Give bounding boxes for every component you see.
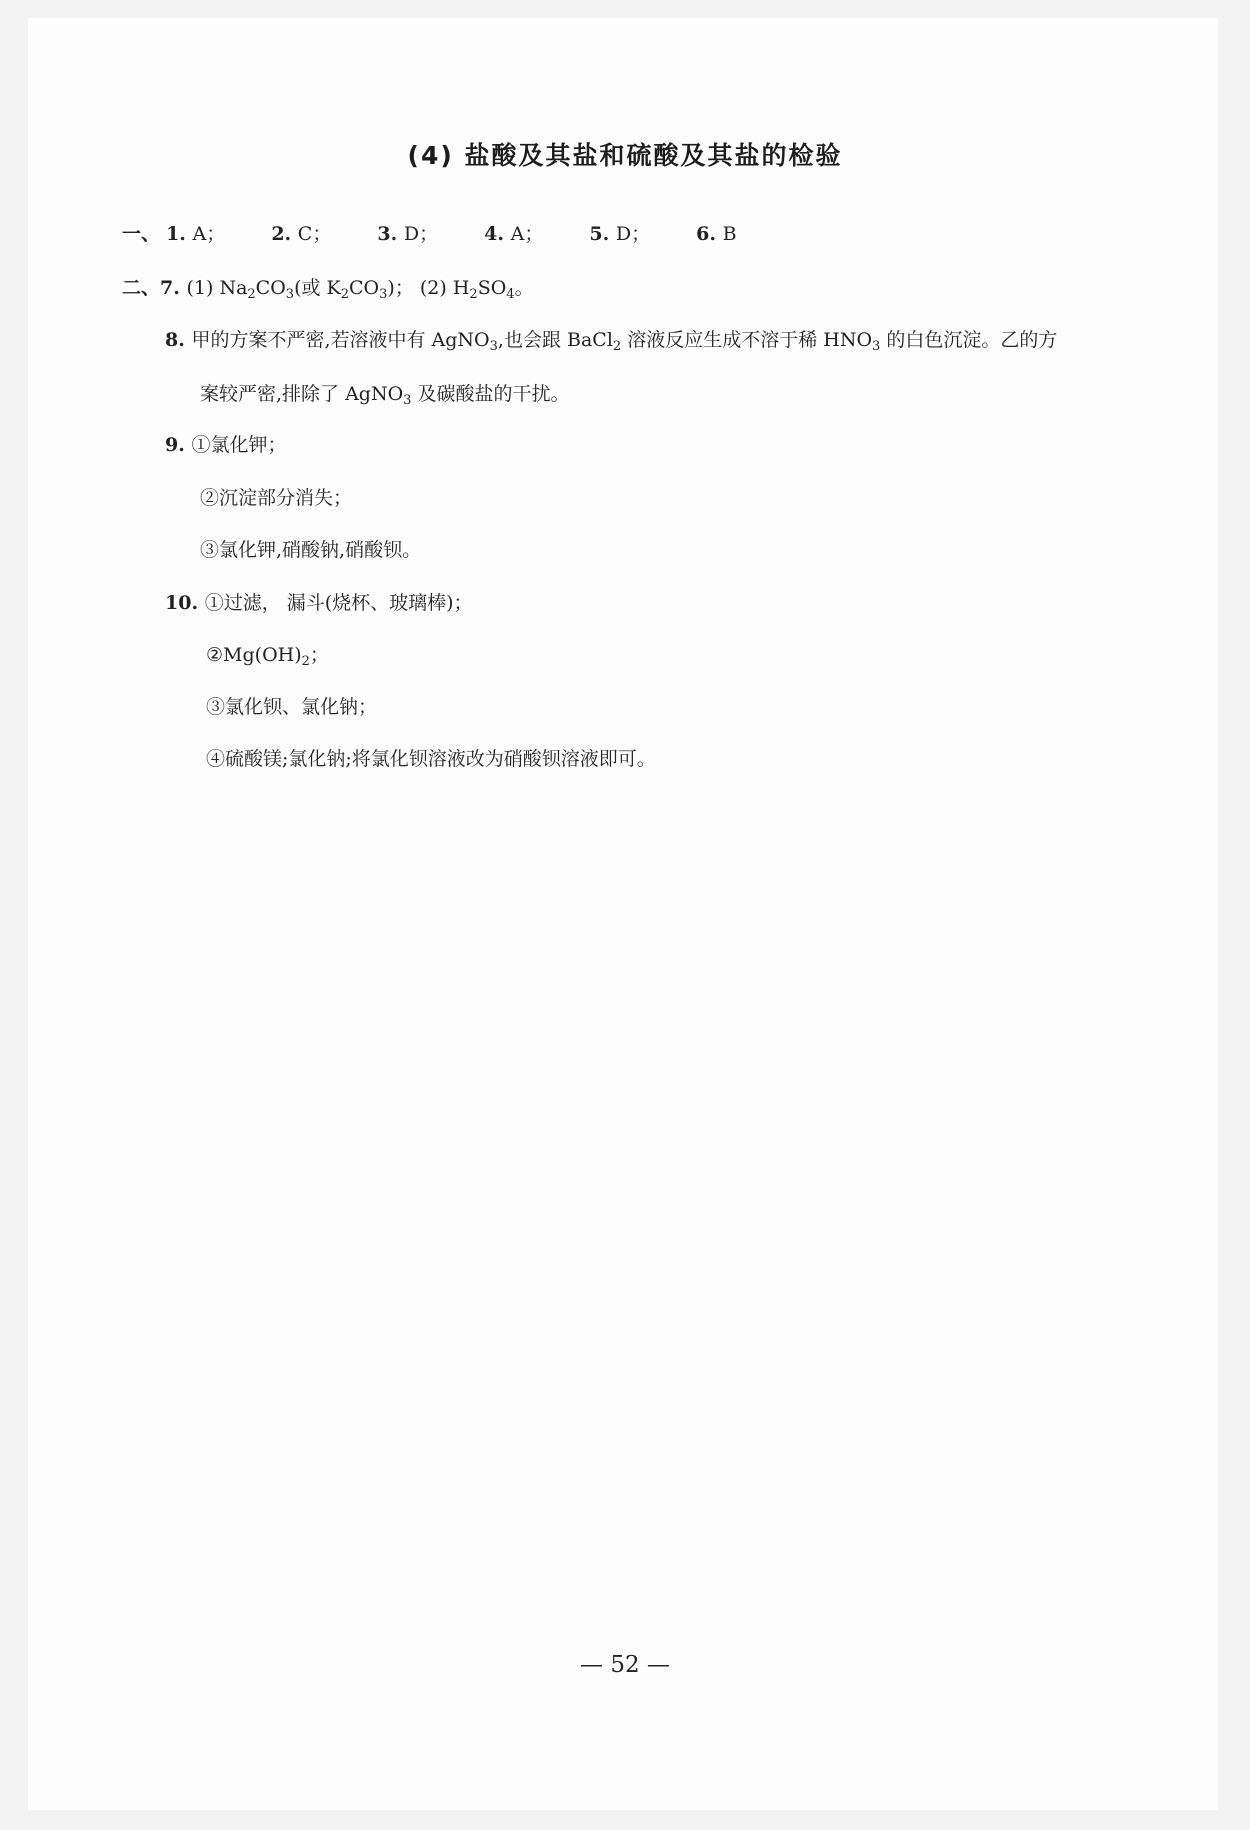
question-number: 7	[160, 277, 174, 299]
question-10-part-2: $②Mg(OH)_2$；	[206, 644, 329, 669]
mc-answer-4: 4. A；	[484, 223, 544, 245]
section1-label: 一、	[122, 223, 161, 245]
question-number: 9	[165, 434, 179, 456]
section1-answers	[122, 219, 777, 246]
question-number: 10	[165, 592, 192, 614]
question-10-part-3: ③氯化钡、氯化钠；	[206, 696, 378, 718]
mc-answer-1: 1. A；	[166, 223, 226, 245]
question-10-part-4: ④硫酸镁;氯化钠;将氯化钡溶液改为硝酸钡溶液即可。	[206, 748, 656, 770]
section2-label: 二、	[122, 277, 161, 299]
q7-answer: (1) $Na_2CO_3$(或 $K_2CO_3$)； (2) $H_2SO_4$。	[186, 277, 534, 302]
question-number: 8	[165, 329, 179, 351]
page-title: (4) 盐酸及其盐和硫酸及其盐的检验	[407, 141, 843, 170]
mc-answer-2: 2. C；	[271, 223, 332, 245]
question-9-part-2: ②沉淀部分消失；	[200, 487, 353, 509]
question-10-part-1: 10. ①过滤， 漏斗(烧杯、玻璃棒)；	[165, 592, 473, 614]
mc-answer-3: 3. D；	[377, 223, 439, 245]
page-number: — 52 —	[580, 1652, 670, 1678]
question-8-line-1: 8. 甲的方案不严密,若溶液中有 AgNO$_3$,也会跟 BaCl$_2$ 溶液反应生成不溶于稀 $HNO_3$ 的白色沉淀。乙的方	[165, 329, 1058, 354]
mc-answer-6: 6. B	[696, 223, 737, 245]
question-9-part-3: ③氯化钾,硝酸钠,硝酸钡。	[200, 539, 422, 561]
question-9-part-1: 9. ①氯化钾；	[165, 434, 287, 456]
mc-answer-5: 5. D；	[589, 223, 651, 245]
question-8-line-2: 案较严密,排除了 AgNO$_3$ 及碳酸盐的干扰。	[200, 383, 570, 408]
question-7: 二、7. (1) $Na_2CO_3$(或 $K_2CO_3$)； (2) $H_2SO_4$。	[122, 277, 534, 302]
